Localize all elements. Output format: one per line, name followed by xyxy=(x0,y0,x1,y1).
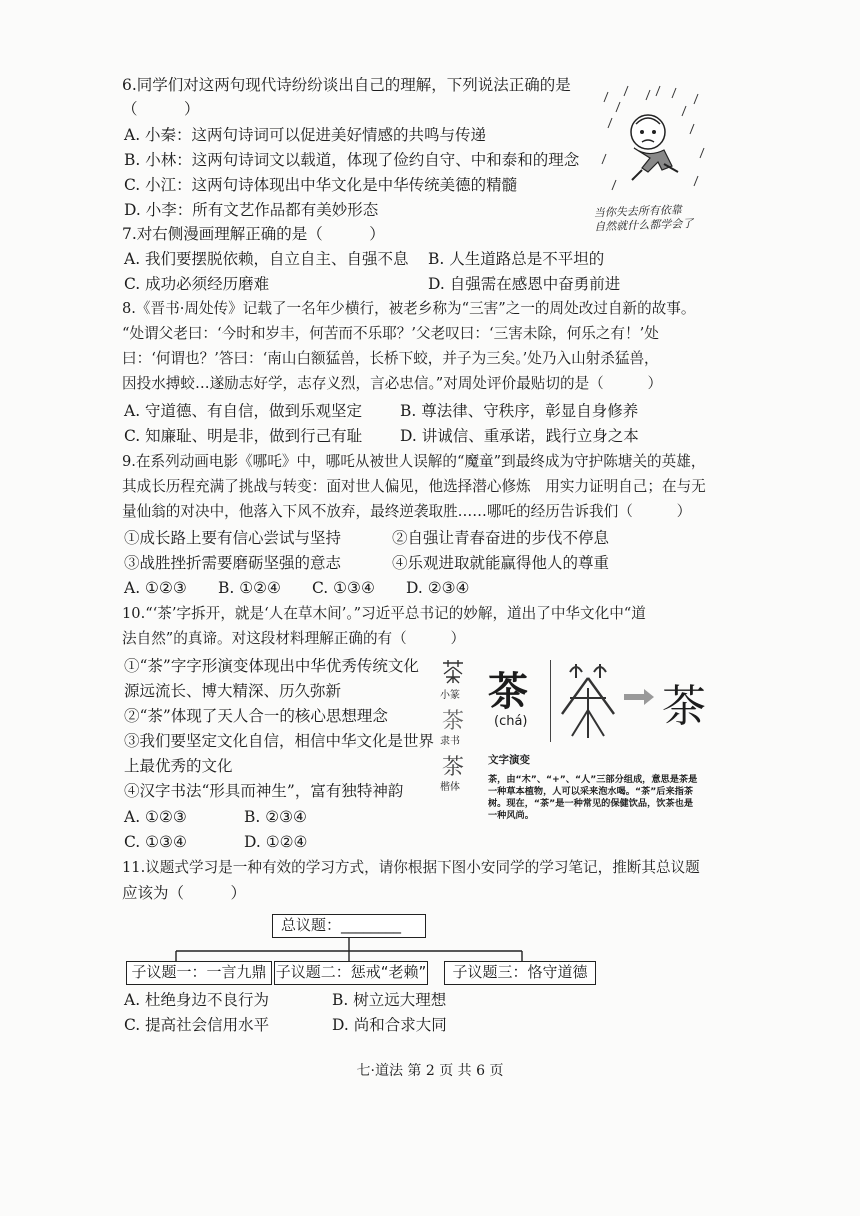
q9-statement-4: ④乐观进取就能赢得他人的尊重 xyxy=(392,554,610,572)
evolution-desc-line-4: 一种风尚。 xyxy=(488,810,534,821)
sub-topic-box-1: 子议题一：一言九鼎 xyxy=(126,961,272,985)
cartoon-caption xyxy=(594,202,735,235)
sub-topic-box-2: 子议题二：惩戒“老赖” xyxy=(274,961,428,985)
q7-stem: 7.对右侧漫画理解正确的是（ ） xyxy=(122,225,385,243)
q11-option-d: D. 尚和合求大同 xyxy=(332,1016,447,1034)
main-topic-box: 总议题：________ xyxy=(272,914,426,938)
q10-statement-2: ②“茶”体现了天人合一的核心思想理念 xyxy=(124,707,388,725)
tea-modern-character: 茶 xyxy=(662,681,706,732)
evolution-desc-line-1: 茶，由“木”、“+”、“人”三部分组成，意思是茶是 xyxy=(488,774,698,785)
page-footer: 七·道法 第 2 页 共 6 页 xyxy=(356,1063,504,1079)
q8-option-c: C. 知廉耻、明是非，做到行己有耻 xyxy=(124,427,363,445)
q10-statement-3a: ③我们要坚定文化自信，相信中华文化是世界 xyxy=(124,732,435,750)
script-label-regular: 楷体 xyxy=(440,782,460,793)
tea-pinyin: (chá) xyxy=(494,714,528,729)
q9-option-c: C. ①③④ xyxy=(312,579,375,597)
tea-character-evolution-figure xyxy=(432,656,722,826)
q9-option-a: A. ①②③ xyxy=(124,579,187,597)
tea-pictograph-icon xyxy=(556,658,620,744)
cartoon-caption-line-1: 当你失去所有依靠 xyxy=(593,203,682,220)
cartoon-rain-figure xyxy=(598,84,716,204)
q6-option-a: A. 小秦：这两句诗词可以促进美好情感的共鸣与传递 xyxy=(124,126,487,144)
q6-option-b: B. 小林：这两句诗词文以载道，体现了俭约自守、中和泰和的理念 xyxy=(124,151,580,169)
regular-script-tea-glyph: 茶 xyxy=(442,755,465,780)
q6-option-d: D. 小李：所有文艺作品都有美妙形态 xyxy=(124,201,379,219)
figure-divider xyxy=(550,660,551,742)
q11-option-a: A. 杜绝身边不良行为 xyxy=(124,991,270,1009)
q7-option-d: D. 自强需在感恩中奋勇前进 xyxy=(428,275,621,293)
q10-line-2: 法自然”的真谛。对这段材料理解正确的有（ ） xyxy=(122,630,466,647)
cartoon-caption-line-2: 自然就什么都学会了 xyxy=(594,216,694,234)
q10-option-b: B. ②③④ xyxy=(244,808,307,826)
sub-topic-box-3: 子议题三：恪守道德 xyxy=(444,961,596,985)
q8-option-b: B. 尊法律、守秩序，彰显自身修养 xyxy=(400,402,639,420)
q10-statement-1b: 源远流长、博大精深、历久弥新 xyxy=(124,682,342,700)
script-label-seal: 小篆 xyxy=(440,690,460,701)
q8-line-2: “处谓父老曰：‘今时和岁丰，何苦而不乐耶？’父老叹曰：‘三害未除，何乐之有！’处 xyxy=(122,325,659,342)
q9-line-1: 9.在系列动画电影《哪吒》中，哪吒从被世人误解的“魔童”到最终成为守护陈塘关的英雄， xyxy=(122,453,706,470)
evolution-desc-line-2: 一种草本植物，人可以采来泡水喝。“茶”后来指茶 xyxy=(488,786,694,797)
evolution-description xyxy=(488,774,697,822)
q8-option-a: A. 守道德、有自信，做到乐观坚定 xyxy=(124,402,363,420)
q10-option-a: A. ①②③ xyxy=(124,808,187,826)
q7-option-a: A. 我们要摆脱依赖，自立自主、自强不息 xyxy=(124,250,409,268)
q11-option-b: B. 树立远大理想 xyxy=(332,991,447,1009)
q11-line-1: 11.议题式学习是一种有效的学习方式，请你根据下图小安同学的学习笔记，推断其总议题 xyxy=(122,859,700,876)
seal-script-tea-glyph xyxy=(440,658,466,684)
q10-option-c: C. ①③④ xyxy=(124,833,187,851)
tea-large-character: 茶 xyxy=(488,668,528,715)
q6-answer-paren: （ ） xyxy=(122,100,200,118)
q6-stem: 6.同学们对这两句现代诗纷纷谈出自己的理解，下列说法正确的是 xyxy=(122,76,571,94)
script-label-clerical: 隶书 xyxy=(440,736,460,747)
arrow-shaft xyxy=(624,694,646,700)
q10-statement-1a: ①“茶”字字形演变体现出中华优秀传统文化 xyxy=(124,657,419,675)
clerical-script-tea-glyph: 茶 xyxy=(442,709,465,734)
q9-line-3: 量仙翁的对决中，他落入下风不放弃，最终逆袭取胜……哪吒的经历告诉我们（ ） xyxy=(122,503,692,520)
evolution-title: 文字演变 xyxy=(488,754,530,766)
q7-option-c: C. 成功必须经历磨难 xyxy=(124,275,270,293)
q10-option-d: D. ①②④ xyxy=(244,833,308,851)
q8-line-1: 8.《晋书·周处传》记载了一名年少横行，被老乡称为“三害”之一的周处改过自新的故事。 xyxy=(122,300,696,317)
q7-option-b: B. 人生道路总是不平坦的 xyxy=(428,250,605,268)
q9-option-b: B. ①②④ xyxy=(218,579,281,597)
q9-line-2: 其成长历程充满了挑战与转变：面对世人偏见，他选择潜心修炼 用实力证明自己；在与无 xyxy=(122,478,706,495)
q10-line-1: 10.“‘茶’字拆开，就是‘人在草木间’。”习近平总书记的妙解，道出了中华文化中“道 xyxy=(122,605,646,622)
q9-statement-1: ①成长路上要有信心尝试与坚持 xyxy=(124,529,342,547)
q10-statement-3b: 上最优秀的文化 xyxy=(124,757,233,775)
evolution-desc-line-3: 树。现在，“茶”是一种常见的保健饮品，饮茶也是 xyxy=(488,798,694,809)
q8-line-3: 曰：‘何谓也？’答曰：‘南山白额猛兽，长桥下蛟，并子为三矣。’处乃入山射杀猛兽， xyxy=(122,350,659,367)
q9-statement-2: ②自强让青春奋进的步伐不停息 xyxy=(392,529,610,547)
q9-statement-3: ③战胜挫折需要磨砺坚强的意志 xyxy=(124,554,342,572)
q10-statement-4: ④汉字书法“形具而神生”，富有独特神韵 xyxy=(124,782,404,800)
q11-option-c: C. 提高社会信用水平 xyxy=(124,1016,270,1034)
arrow-right-icon xyxy=(644,689,654,705)
q6-option-c: C. 小江：这两句诗体现出中华文化是中华传统美德的精髓 xyxy=(124,176,518,194)
q8-line-4: 因投水搏蛟…遂励志好学，志存义烈，言必忠信。”对周处评价最贴切的是（ ） xyxy=(122,375,663,392)
q9-option-d: D. ②③④ xyxy=(406,579,470,597)
q11-line-2: 应该为（ ） xyxy=(122,884,247,902)
q8-option-d: D. 讲诚信、重承诺，践行立身之本 xyxy=(400,427,639,445)
